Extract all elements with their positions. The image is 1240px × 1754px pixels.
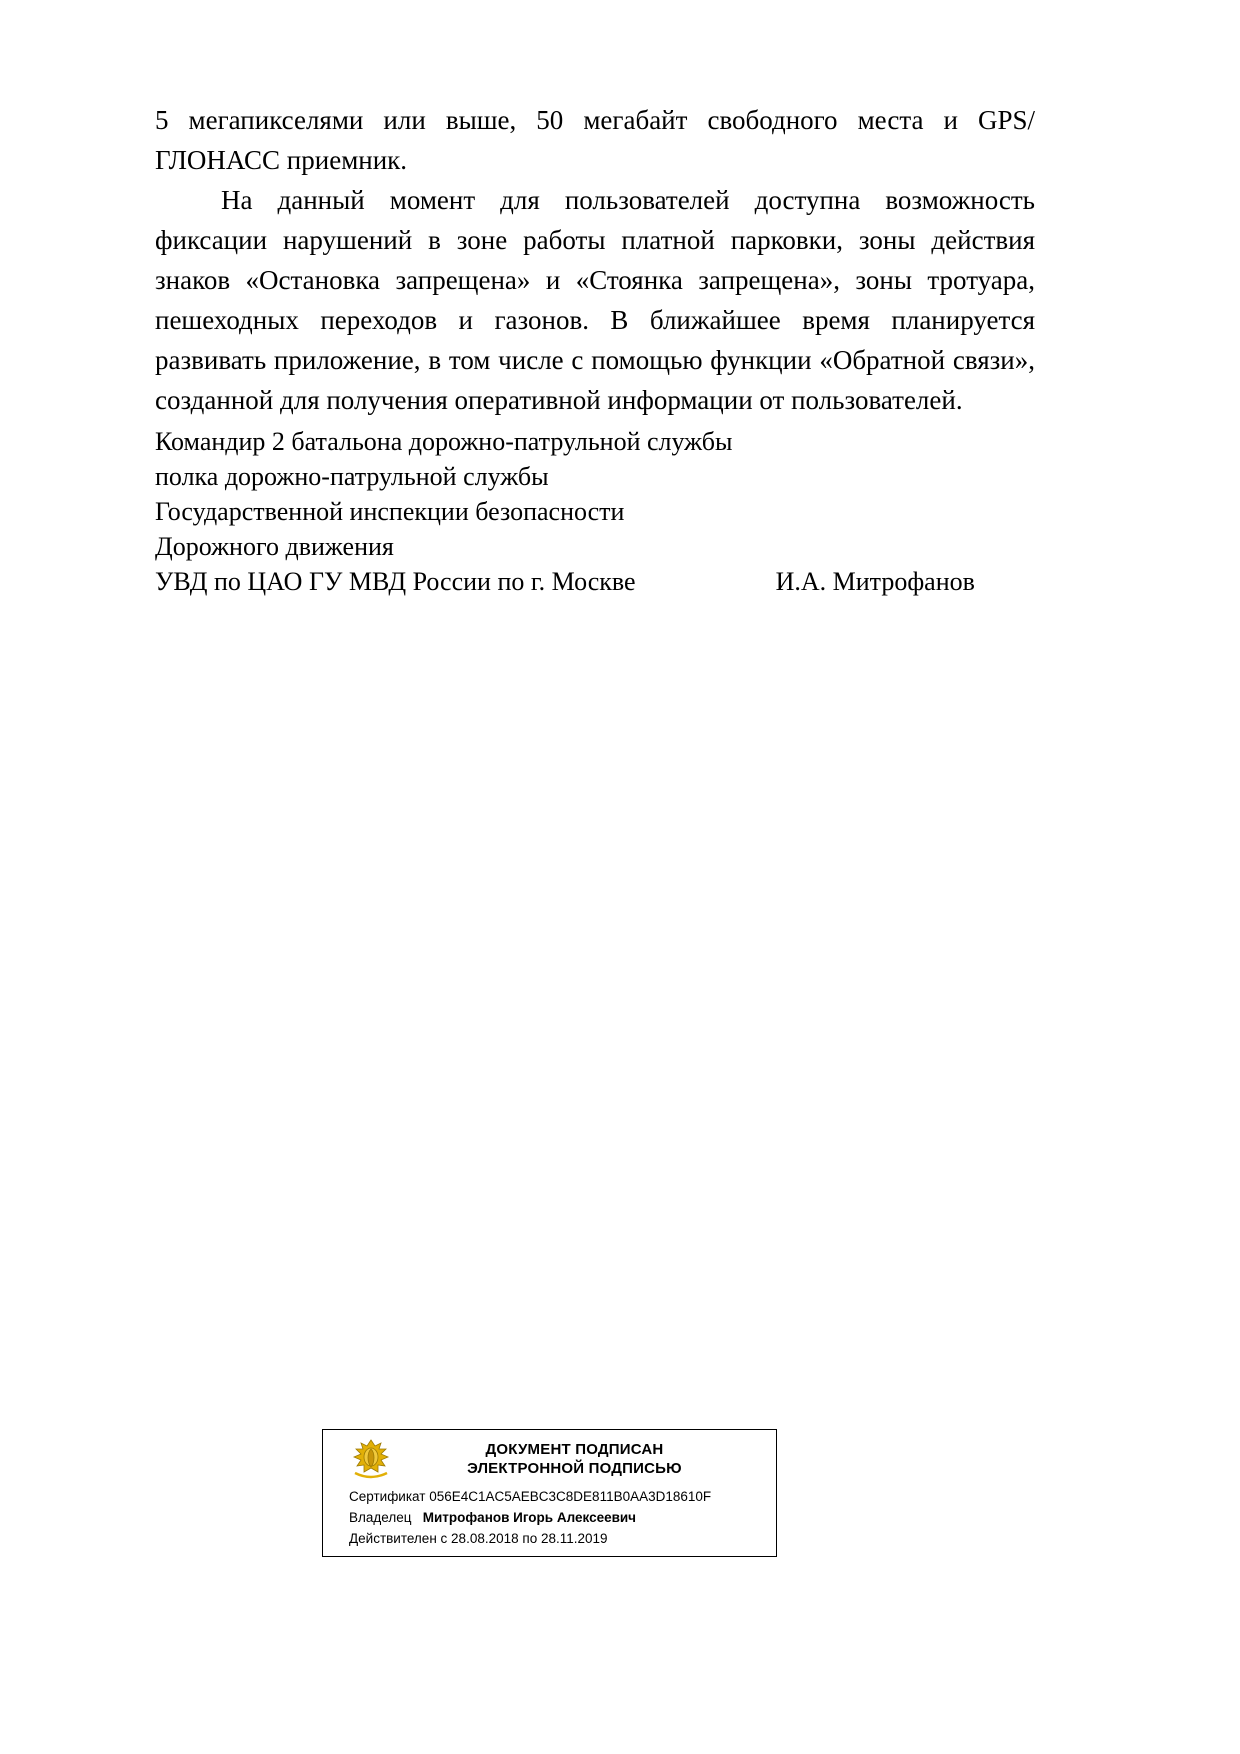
stamp-certificate-label: Сертификат bbox=[349, 1489, 426, 1504]
stamp-valid-label: Действителен с bbox=[349, 1531, 448, 1546]
stamp-validity-row bbox=[333, 1528, 766, 1549]
electronic-signature-stamp bbox=[322, 1429, 777, 1557]
stamp-owner-row bbox=[333, 1507, 766, 1528]
signature-line-1: Командир 2 батальона дорожно-патрульной службы bbox=[155, 427, 733, 456]
signature-line-4: Дорожного движения bbox=[155, 532, 394, 561]
stamp-valid-to-label: по bbox=[522, 1531, 538, 1546]
paragraph-continued: 5 мегапикселями или выше, 50 мегабайт свободного места и GPS/ГЛОНАСС приемник. bbox=[155, 105, 1035, 175]
signature-name: И.А. Митрофанов bbox=[775, 567, 975, 596]
signature-line-3: Государственной инспекции безопасности bbox=[155, 497, 625, 526]
stamp-details bbox=[333, 1486, 766, 1549]
signature-final-row bbox=[155, 564, 1035, 599]
stamp-title bbox=[403, 1440, 766, 1478]
mvd-emblem-icon bbox=[345, 1437, 397, 1481]
stamp-valid-from: 28.08.2018 bbox=[451, 1531, 519, 1546]
stamp-owner-label: Владелец bbox=[349, 1510, 412, 1525]
signature-block bbox=[155, 424, 1035, 599]
stamp-certificate-row bbox=[333, 1486, 766, 1507]
stamp-title-line-2: ЭЛЕКТРОННОЙ ПОДПИСЬЮ bbox=[467, 1460, 682, 1477]
stamp-valid-to: 28.11.2019 bbox=[540, 1531, 608, 1546]
stamp-header bbox=[333, 1436, 766, 1482]
paragraph-main: На данный момент для пользователей доступна возможность фиксации нарушений в зоне работы платной парковки, зоны действия знаков «Остановка запрещена» и «Стоянка запрещена», зоны тротуара, пешеходных переходов и газонов. В ближайшее время планируется развивать приложение, в том числе с помощью функции «Обратной связи», созданной для получения оперативной информации от пользователей. bbox=[155, 185, 1035, 415]
stamp-owner-value: Митрофанов Игорь Алексеевич bbox=[422, 1510, 637, 1525]
stamp-title-line-1: ДОКУМЕНТ ПОДПИСАН bbox=[485, 1441, 664, 1458]
stamp-certificate-value: 056E4C1AC5AEBC3C8DE811B0AA3D18610F bbox=[429, 1489, 712, 1504]
signature-line-2: полка дорожно-патрульной службы bbox=[155, 462, 549, 491]
signature-role: УВД по ЦАО ГУ МВД России по г. Москве bbox=[155, 567, 636, 596]
document-text-body bbox=[155, 100, 1035, 420]
